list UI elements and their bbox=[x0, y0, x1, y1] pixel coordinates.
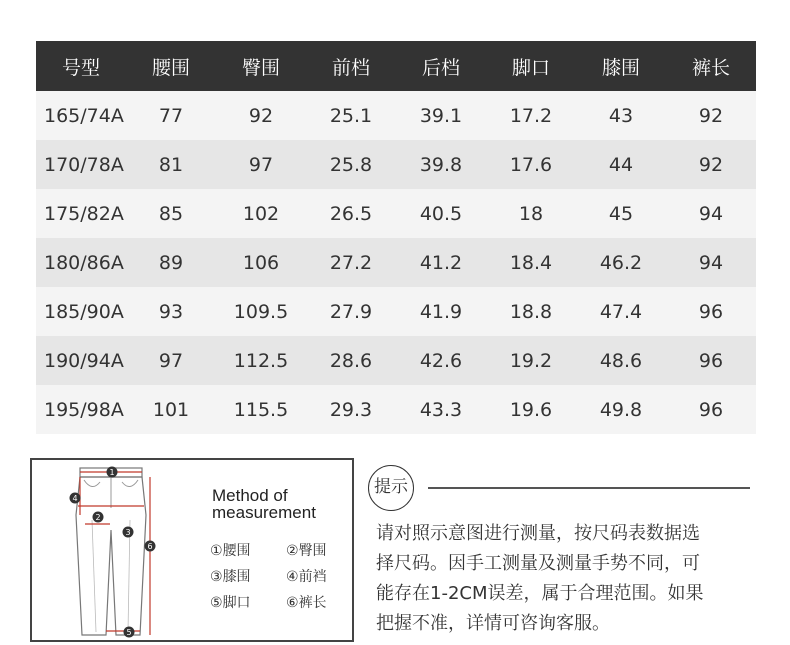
legend-item-length bbox=[286, 594, 327, 612]
trousers-diagram-icon bbox=[32, 460, 212, 640]
table-cell: 27.9 bbox=[306, 287, 396, 336]
measurement-diagram-box bbox=[30, 458, 354, 642]
tip-line-1: 请对照示意图进行测量，按尺码表数据选 bbox=[376, 523, 700, 544]
table-cell: 43 bbox=[576, 91, 666, 140]
header-knee: 膝围 bbox=[576, 41, 666, 91]
table-cell: 92 bbox=[216, 91, 306, 140]
table-cell: 25.8 bbox=[306, 140, 396, 189]
table-cell: 77 bbox=[126, 91, 216, 140]
table-cell: 19.2 bbox=[486, 336, 576, 385]
table-cell: 41.9 bbox=[396, 287, 486, 336]
diagram-marker-2: 2 bbox=[95, 513, 101, 522]
legend-label: 膝围 bbox=[222, 569, 251, 585]
table-cell: 85 bbox=[126, 189, 216, 238]
table-body bbox=[36, 91, 756, 434]
table-cell: 17.6 bbox=[486, 140, 576, 189]
diagram-marker-1: 1 bbox=[109, 468, 115, 477]
header-front-rise: 前档 bbox=[306, 41, 396, 91]
table-row bbox=[36, 140, 756, 189]
table-header-row bbox=[36, 41, 756, 91]
header-back-rise: 后档 bbox=[396, 41, 486, 91]
table-cell: 18.4 bbox=[486, 238, 576, 287]
table-cell-size: 185/90A bbox=[36, 287, 126, 336]
tip-line-3: 能存在1-2CM误差，属于合理范围。如果 bbox=[376, 583, 704, 604]
table-cell: 112.5 bbox=[216, 336, 306, 385]
table-cell: 96 bbox=[666, 287, 756, 336]
legend-num: ② bbox=[286, 543, 299, 559]
diagram-marker-3: 3 bbox=[125, 528, 131, 537]
table-row bbox=[36, 189, 756, 238]
table-cell: 42.6 bbox=[396, 336, 486, 385]
table-cell: 46.2 bbox=[576, 238, 666, 287]
table-cell-size: 175/82A bbox=[36, 189, 126, 238]
table-cell: 26.5 bbox=[306, 189, 396, 238]
table-cell: 47.4 bbox=[576, 287, 666, 336]
table-cell: 106 bbox=[216, 238, 306, 287]
table-cell: 17.2 bbox=[486, 91, 576, 140]
legend-num: ⑥ bbox=[286, 595, 299, 611]
table-cell: 92 bbox=[666, 140, 756, 189]
measurement-title-line1: Method of bbox=[212, 486, 288, 505]
tip-line-4: 把握不准，详情可咨询客服。 bbox=[376, 613, 610, 634]
diagram-marker-5: 5 bbox=[126, 628, 132, 637]
table-cell: 19.6 bbox=[486, 385, 576, 434]
table-cell: 44 bbox=[576, 140, 666, 189]
table-cell-size: 165/74A bbox=[36, 91, 126, 140]
table-row bbox=[36, 287, 756, 336]
table-cell: 102 bbox=[216, 189, 306, 238]
table-cell: 48.6 bbox=[576, 336, 666, 385]
table-cell: 115.5 bbox=[216, 385, 306, 434]
table-cell: 96 bbox=[666, 385, 756, 434]
table-cell: 49.8 bbox=[576, 385, 666, 434]
table-cell: 39.1 bbox=[396, 91, 486, 140]
table-cell: 97 bbox=[126, 336, 216, 385]
header-length: 裤长 bbox=[666, 41, 756, 91]
table-cell: 43.3 bbox=[396, 385, 486, 434]
table-cell: 29.3 bbox=[306, 385, 396, 434]
table-cell-size: 180/86A bbox=[36, 238, 126, 287]
table-cell: 94 bbox=[666, 238, 756, 287]
header-size: 号型 bbox=[36, 41, 126, 91]
table-cell: 25.1 bbox=[306, 91, 396, 140]
measurement-title-line2: measurement bbox=[212, 503, 316, 522]
legend-item-waist bbox=[210, 542, 251, 560]
legend-item-front-rise bbox=[286, 568, 327, 586]
table-cell: 96 bbox=[666, 336, 756, 385]
tip-line-2: 择尺码。因手工测量及测量手势不同，可 bbox=[376, 553, 700, 574]
table-cell: 41.2 bbox=[396, 238, 486, 287]
diagram-marker-4: 4 bbox=[72, 494, 78, 503]
table-cell-size: 170/78A bbox=[36, 140, 126, 189]
header-waist: 腰围 bbox=[126, 41, 216, 91]
header-leg-opening: 脚口 bbox=[486, 41, 576, 91]
legend-num: ① bbox=[210, 543, 223, 559]
table-cell: 89 bbox=[126, 238, 216, 287]
legend-item-leg-opening bbox=[210, 594, 251, 612]
table-cell: 28.6 bbox=[306, 336, 396, 385]
table-cell: 39.8 bbox=[396, 140, 486, 189]
legend-num: ③ bbox=[210, 569, 223, 585]
size-chart-table bbox=[36, 41, 756, 434]
legend-num: ④ bbox=[286, 569, 299, 585]
legend-label: 腰围 bbox=[222, 543, 251, 559]
table-cell: 18.8 bbox=[486, 287, 576, 336]
table-cell: 18 bbox=[486, 189, 576, 238]
measurement-title bbox=[212, 487, 316, 521]
table-cell: 27.2 bbox=[306, 238, 396, 287]
table-cell: 94 bbox=[666, 189, 756, 238]
legend-item-hip bbox=[286, 542, 327, 560]
table-cell: 109.5 bbox=[216, 287, 306, 336]
table-cell: 97 bbox=[216, 140, 306, 189]
table-cell-size: 190/94A bbox=[36, 336, 126, 385]
diagram-marker-6: 6 bbox=[147, 542, 153, 551]
header-hip: 臀围 bbox=[216, 41, 306, 91]
legend-item-knee bbox=[210, 568, 251, 586]
tip-divider bbox=[428, 487, 750, 489]
table-row bbox=[36, 336, 756, 385]
legend-label: 脚口 bbox=[222, 595, 251, 611]
tip-text bbox=[376, 519, 756, 639]
table-row bbox=[36, 91, 756, 140]
legend-num: ⑤ bbox=[210, 595, 223, 611]
legend-label: 裤长 bbox=[298, 595, 327, 611]
legend-label: 前裆 bbox=[298, 569, 327, 585]
table-row bbox=[36, 238, 756, 287]
table-cell: 92 bbox=[666, 91, 756, 140]
table-cell-size: 195/98A bbox=[36, 385, 126, 434]
table-cell: 101 bbox=[126, 385, 216, 434]
table-cell: 93 bbox=[126, 287, 216, 336]
table-cell: 40.5 bbox=[396, 189, 486, 238]
table-row bbox=[36, 385, 756, 434]
legend-label: 臀围 bbox=[298, 543, 327, 559]
table-cell: 45 bbox=[576, 189, 666, 238]
tip-badge: 提示 bbox=[368, 465, 414, 511]
table-cell: 81 bbox=[126, 140, 216, 189]
